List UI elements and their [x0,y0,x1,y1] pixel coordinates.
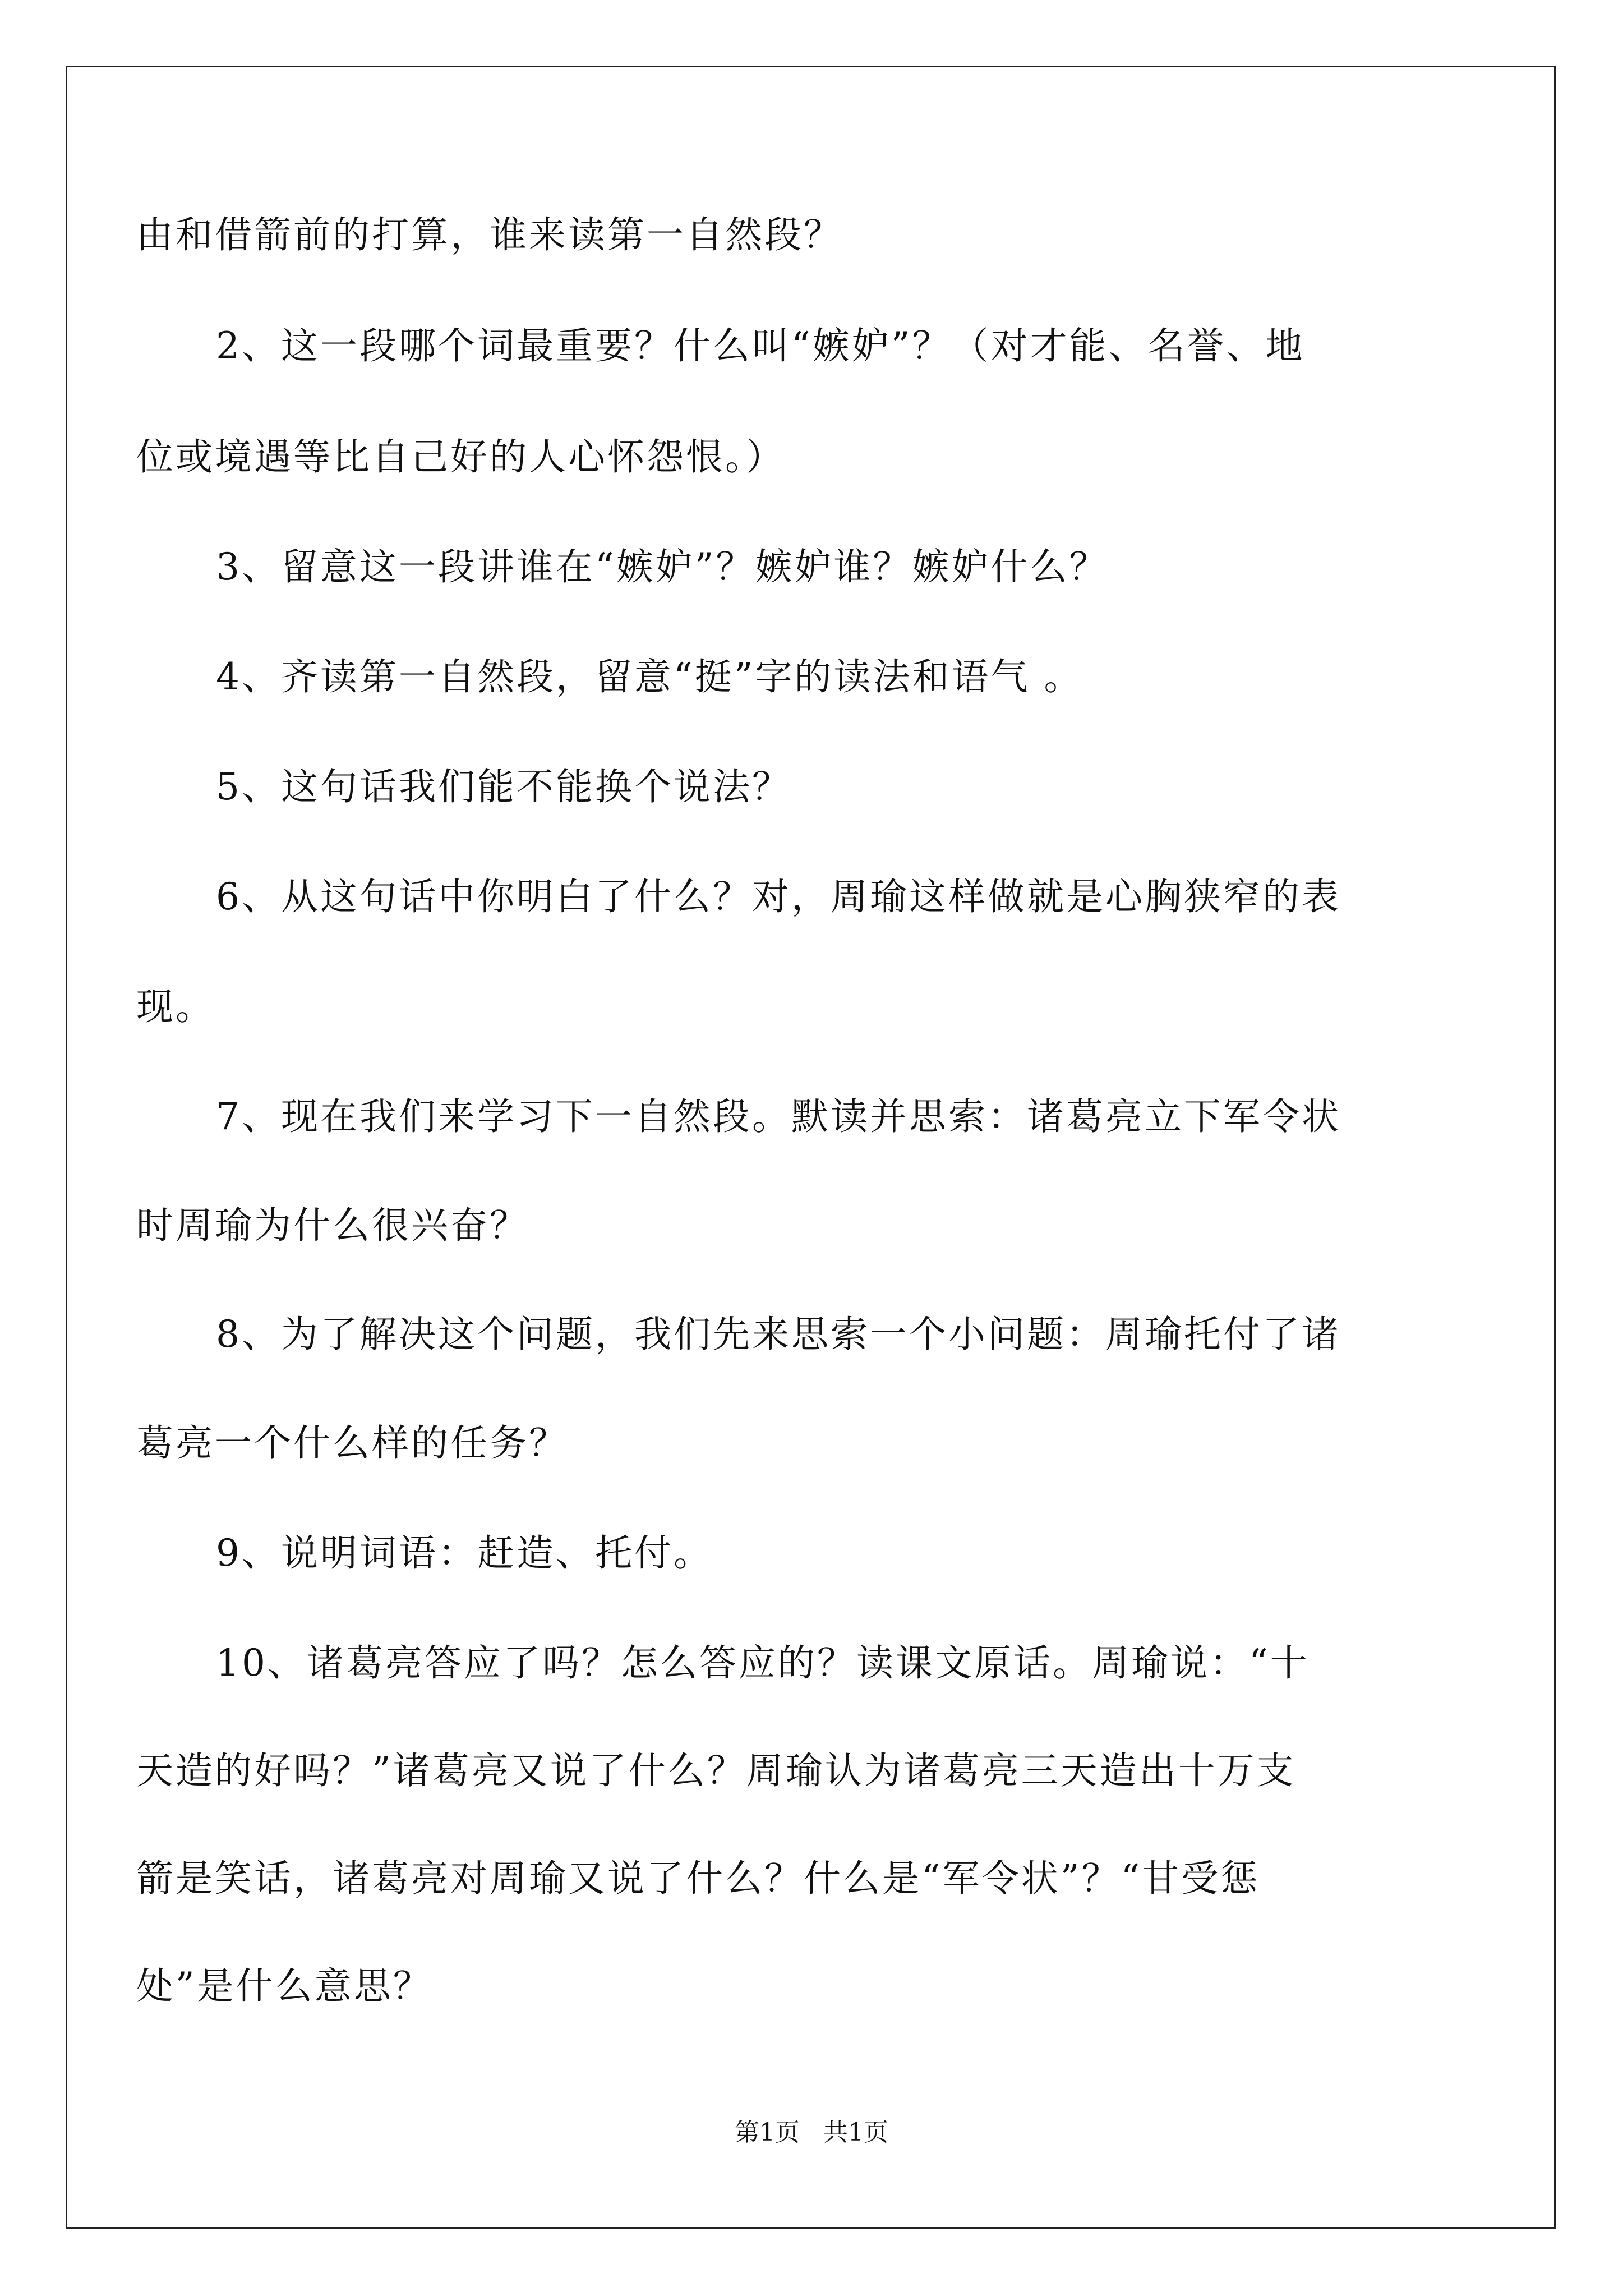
text-line: 4、齐读第一自然段，留意“挺”字的读法和语气 。 [216,655,1083,698]
text-line: 8、为了解决这个问题，我们先来思索一个小问题：周瑜托付了诸 [216,1313,1341,1356]
page-border [66,66,1556,2229]
text-line: 时周瑜为什么很兴奋？ [136,1204,529,1247]
page-number: 第1页 [735,2118,800,2147]
text-line: 6、从这句话中你明白了什么？对，周瑜这样做就是心胸狭窄的表 [216,875,1341,918]
page-footer [0,2120,1623,2145]
text-line: 10、诸葛亮答应了吗？怎么答应的？读课文原话。周瑜说：“十 [216,1641,1310,1685]
page-total: 共1页 [823,2118,888,2147]
text-line: 现。 [136,985,215,1028]
text-line: 天造的好吗？”诸葛亮又说了什么？周瑜认为诸葛亮三天造出十万支 [136,1749,1296,1792]
text-line: 9、说明词语：赶造、托付。 [216,1531,713,1575]
text-line: 处”是什么意思？ [136,1964,432,2008]
text-line: 位或境遇等比自己好的人心怀怨恨。） [136,435,785,478]
text-line: 3、留意这一段讲谁在“嫉妒”？嫉妒谁？嫉妒什么？ [216,545,1109,588]
text-line: 由和借箭前的打算，谁来读第一自然段？ [136,213,843,256]
text-line: 5、这句话我们能不能换个说法？ [216,765,791,808]
text-line: 葛亮一个什么样的任务？ [136,1421,568,1465]
text-line: 7、现在我们来学习下一自然段。默读并思索：诸葛亮立下军令状 [216,1095,1341,1138]
text-line: 箭是笑话，诸葛亮对周瑜又说了什么？什么是“军令状”？“甘受惩 [136,1857,1260,1900]
text-line: 2、这一段哪个词最重要？什么叫“嫉妒”？（对才能、名誉、地 [216,324,1305,367]
